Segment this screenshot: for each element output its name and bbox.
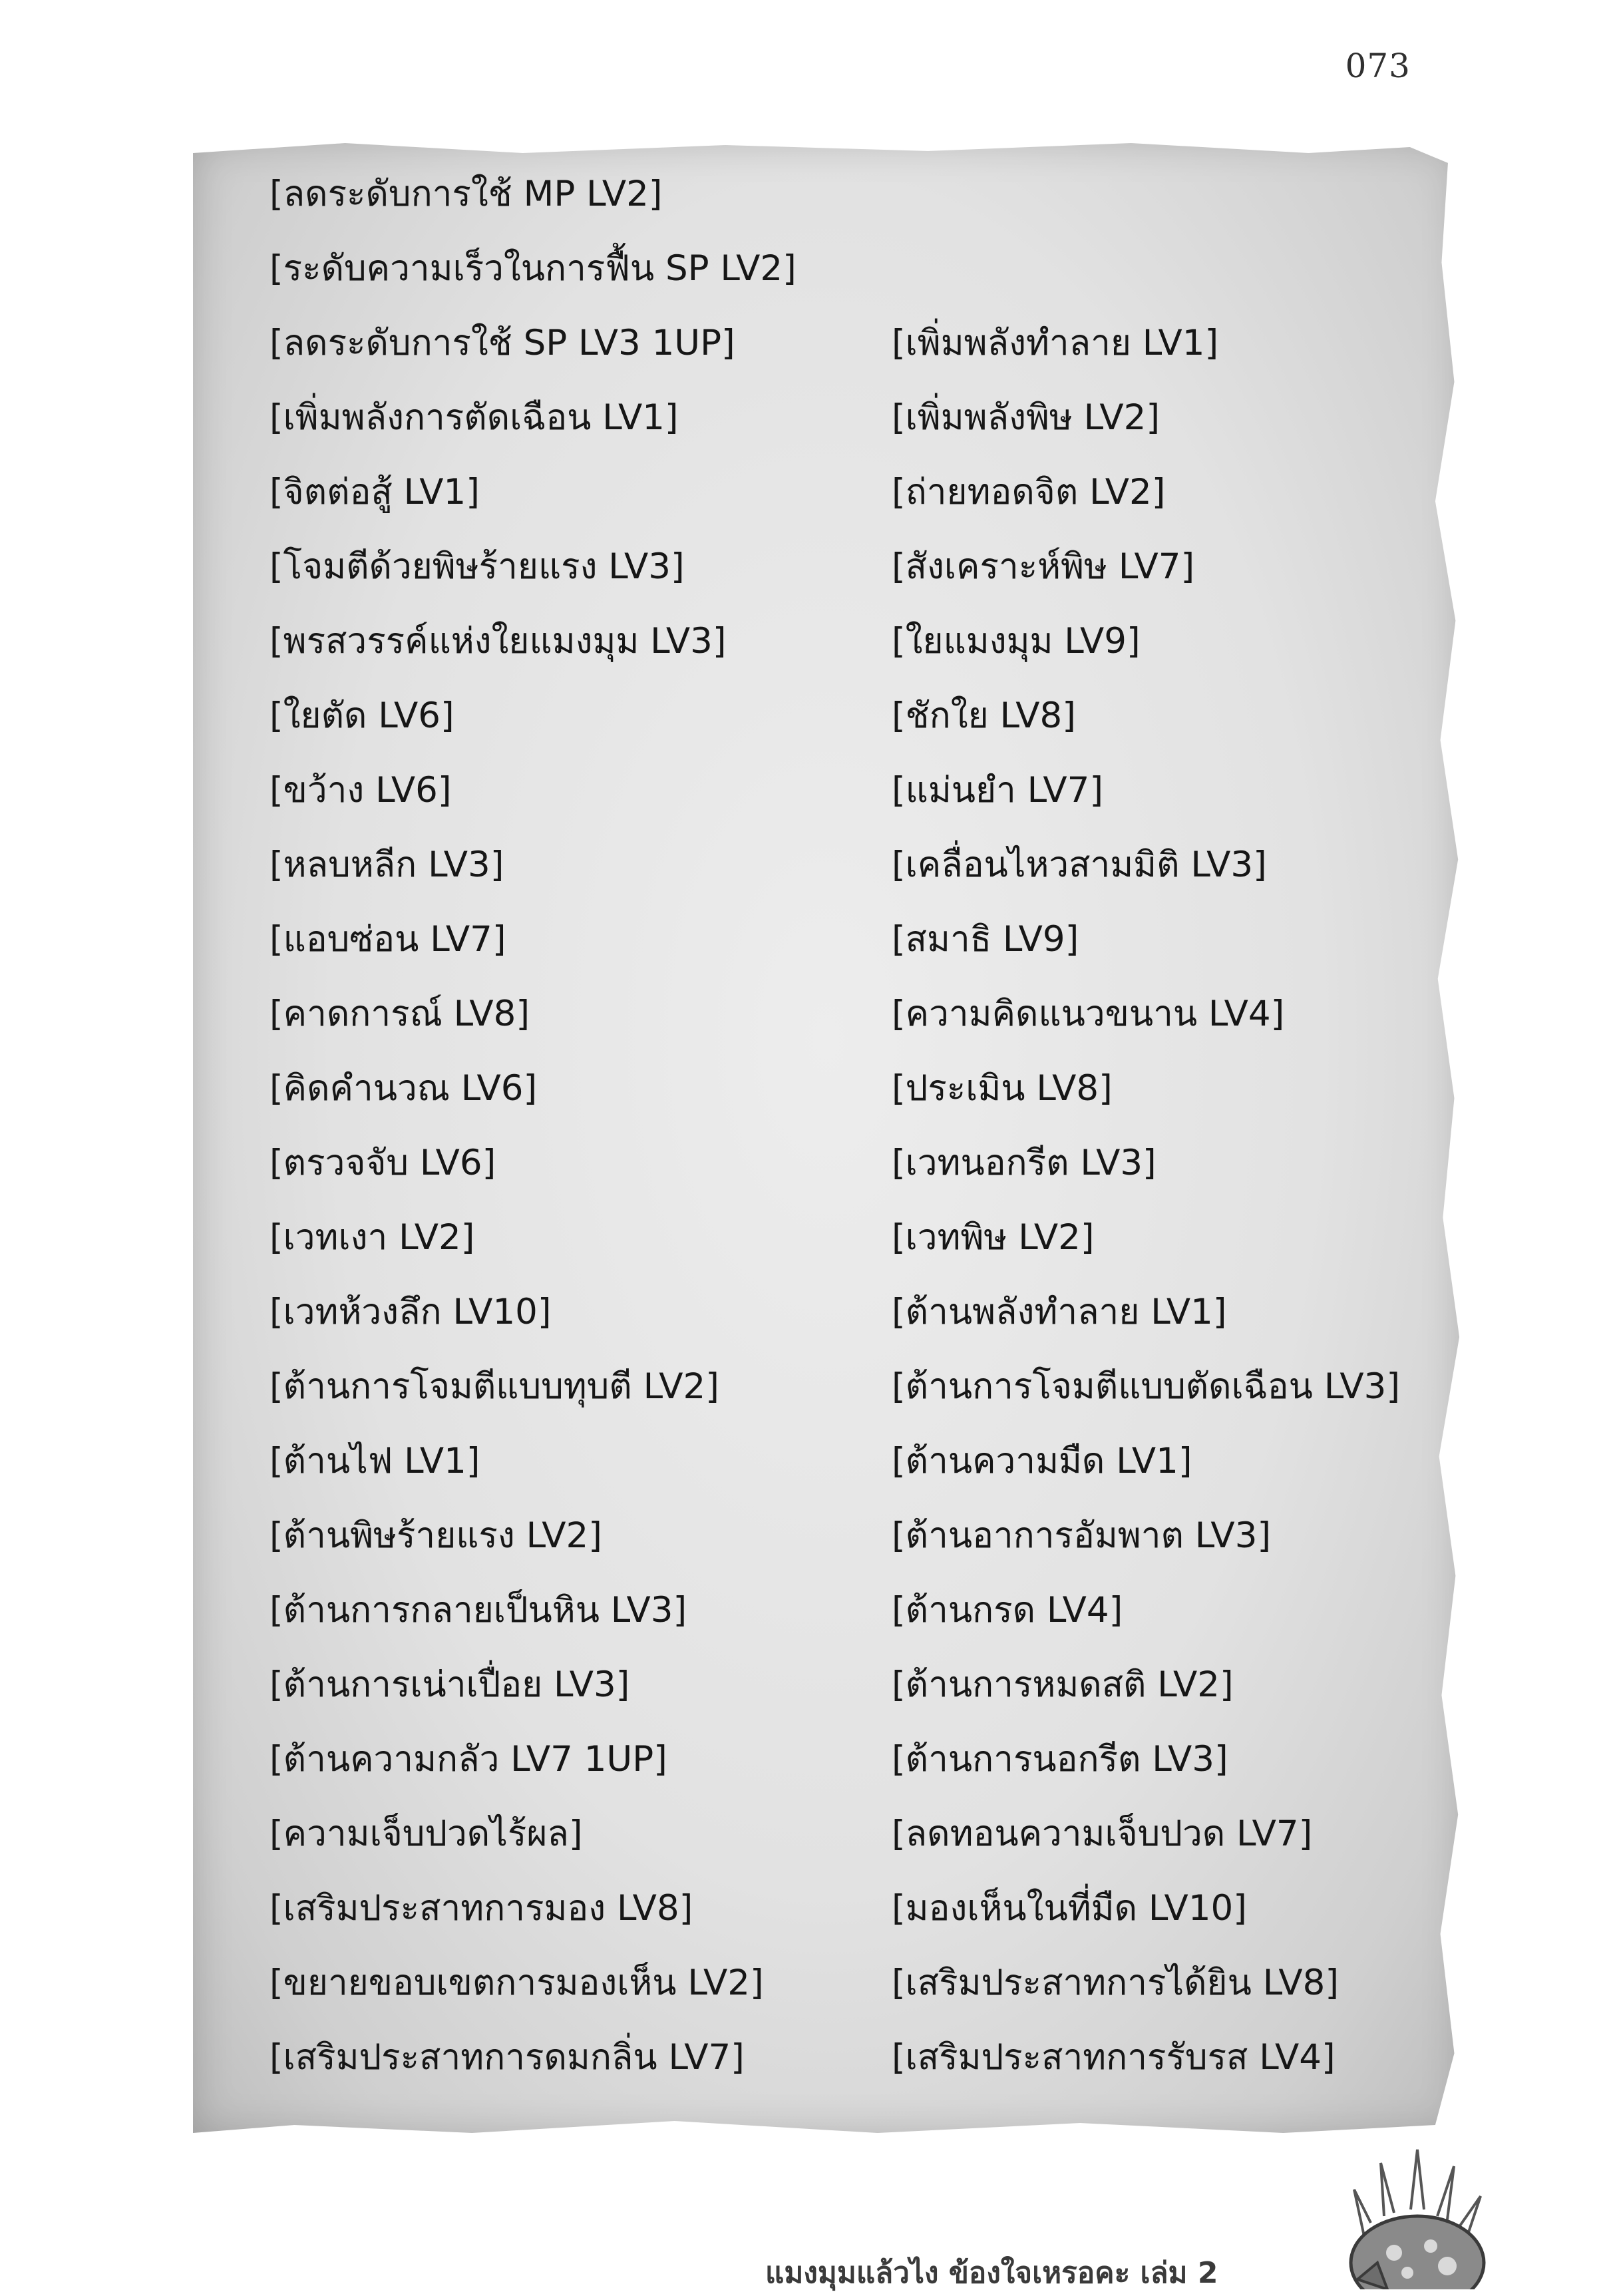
skill-left-20: [ต้านการกลายเป็นหิน LV3] [269,1590,687,1630]
skill-right-11: [สมาธิ LV9] [892,919,1079,960]
skill-right-7: [ใยแมงมุม LV9] [892,621,1141,662]
skill-right-20: [ต้านกรด LV4] [892,1590,1123,1630]
skill-left-4: [เพิ่มพลังการตัดเฉือน LV1] [269,397,679,438]
skill-left-23: [ความเจ็บปวดไร้ผล] [269,1814,583,1854]
skill-right-22: [ต้านการนอกรีต LV3] [892,1739,1228,1780]
skill-right-21: [ต้านการหมดสติ LV2] [892,1664,1234,1705]
skill-right-14: [เวทนอกรีต LV3] [892,1143,1157,1183]
skill-right-18: [ต้านความมืด LV1] [892,1441,1192,1481]
skill-left-16: [เวทห้วงลึก LV10] [269,1292,552,1332]
skill-right-8: [ชักใย LV8] [892,695,1076,736]
skill-right-17: [ต้านการโจมตีแบบตัดเฉือน LV3] [892,1366,1401,1407]
skill-left-7: [พรสวรรค์แห่งใยแมงมุม LV3] [269,621,727,662]
skill-left-5: [จิตต่อสู้ LV1] [269,472,480,512]
skill-left-1: [ลดระดับการใช้ MP LV2] [269,174,663,214]
skill-right-24: [มองเห็นในที่มืด LV10] [892,1888,1247,1929]
skill-right-12: [ความคิดแนวขนาน LV4] [892,994,1285,1034]
skill-left-13: [คิดคำนวณ LV6] [269,1068,538,1109]
skill-right-10: [เคลื่อนไหวสามมิติ LV3] [892,845,1267,885]
skill-right-5: [ถ่ายทอดจิต LV2] [892,472,1166,512]
skill-right-16: [ต้านพลังทำลาย LV1] [892,1292,1227,1332]
skill-left-21: [ต้านการเน่าเปื่อย LV3] [269,1664,630,1705]
skill-right-15: [เวทพิษ LV2] [892,1217,1095,1258]
skill-left-22: [ต้านความกลัว LV7 1UP] [269,1739,667,1780]
skill-left-12: [คาดการณ์ LV8] [269,994,530,1034]
skill-left-15: [เวทเงา LV2] [269,1217,475,1258]
skill-left-19: [ต้านพิษร้ายแรง LV2] [269,1515,602,1556]
skill-left-3: [ลดระดับการใช้ SP LV3 1UP] [269,323,735,363]
skill-right-6: [สังเคราะห์พิษ LV7] [892,546,1195,587]
skill-left-17: [ต้านการโจมตีแบบทุบตี LV2] [269,1366,719,1407]
skill-left-24: [เสริมประสาทการมอง LV8] [269,1888,693,1929]
skill-left-10: [หลบหลีก LV3] [269,845,504,885]
skill-left-11: [แอบซ่อน LV7] [269,919,506,960]
skill-right-9: [แม่นยำ LV7] [892,770,1104,811]
spider-mascot-icon [1338,2136,1491,2289]
skill-left-14: [ตรวจจับ LV6] [269,1143,496,1183]
skill-right-13: [ประเมิน LV8] [892,1068,1113,1109]
skill-right-23: [ลดทอนความเจ็บปวด LV7] [892,1814,1313,1854]
skill-right-19: [ต้านอาการอัมพาต LV3] [892,1515,1272,1556]
skill-left-6: [โจมตีด้วยพิษร้ายแรง LV3] [269,546,685,587]
skill-right-25: [เสริมประสาทการได้ยิน LV8] [892,1963,1339,2003]
page-number: 073 [1345,47,1411,85]
skill-left-25: [ขยายขอบเขตการมองเห็น LV2] [269,1963,764,2003]
skill-left-2: [ระดับความเร็วในการฟื้น SP LV2] [269,248,797,289]
skill-left-8: [ใยตัด LV6] [269,695,454,736]
skill-left-26: [เสริมประสาทการดมกลิ่น LV7] [269,2037,745,2078]
skill-left-9: [ขว้าง LV6] [269,770,452,811]
skill-right-4: [เพิ่มพลังพิษ LV2] [892,397,1161,438]
skill-left-18: [ต้านไฟ LV1] [269,1441,480,1481]
skill-right-26: [เสริมประสาทการรับรส LV4] [892,2037,1336,2078]
footer-book-title: แมงมุมแล้วไง ข้องใจเหรอคะ เล่ม 2 [765,2256,1218,2290]
skill-right-3: [เพิ่มพลังทำลาย LV1] [892,323,1219,363]
